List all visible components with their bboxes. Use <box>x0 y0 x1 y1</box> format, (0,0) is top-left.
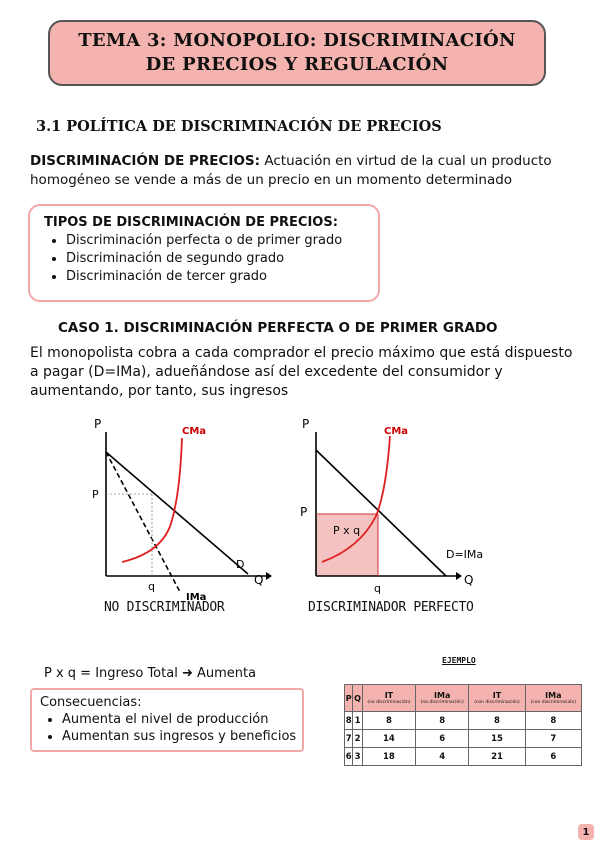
q-axis-label: Q <box>254 573 264 587</box>
definition-term: DISCRIMINACIÓN DE PRECIOS: <box>30 153 261 169</box>
definition-text: Actuación en virtud de la cual un producto homogéneo se vende a más de un precio en un momento determinado <box>30 153 552 188</box>
table-cell: 15 <box>469 730 525 748</box>
table-header <box>469 685 525 712</box>
graph-1-svg <box>86 412 276 602</box>
header-main: Q <box>354 693 361 703</box>
consecuencias-heading: Consecuencias: <box>40 695 142 710</box>
cma-label: CMa <box>384 426 409 437</box>
list-item: • Aumenta el nivel de producción <box>62 711 302 728</box>
table-cell: 4 <box>416 748 469 766</box>
header-main: P <box>345 693 352 703</box>
p-label: P <box>300 505 308 519</box>
table-header <box>416 685 469 712</box>
table-row <box>345 712 582 730</box>
d-label: D <box>236 558 245 571</box>
table-cell: 6 <box>345 748 353 766</box>
table-cell: 21 <box>469 748 525 766</box>
tipos-list <box>44 232 378 286</box>
p-axis-label: P <box>94 417 102 431</box>
page-number: 1 <box>578 824 594 840</box>
table-cell: 2 <box>353 730 362 748</box>
q-label: q <box>148 580 155 593</box>
q-axis-label: Q <box>464 573 474 587</box>
table-cell: 8 <box>469 712 525 730</box>
header-sub: (con discriminación) <box>530 700 577 705</box>
header-sub: (no discriminación) <box>420 700 464 705</box>
definition <box>30 152 570 190</box>
table-cell: 6 <box>416 730 469 748</box>
ima-label: IMa <box>186 592 207 602</box>
title-box <box>48 20 546 86</box>
list-item: • Discriminación perfecta o de primer grado <box>66 232 378 250</box>
list-item: • Aumentan sus ingresos y beneficios <box>62 728 302 745</box>
table-cell: 3 <box>353 748 362 766</box>
table-cell: 8 <box>362 712 415 730</box>
d-label: D=IMa <box>446 548 484 561</box>
consecuencias-list <box>40 711 302 745</box>
demand-line <box>106 452 248 574</box>
title-line-2: DE PRECIOS Y REGULACIÓN <box>145 54 449 75</box>
table-cell: 14 <box>362 730 415 748</box>
table-header <box>525 685 581 712</box>
graph-2-caption: DISCRIMINADOR PERFECTO <box>308 600 474 615</box>
header-main: IMa <box>545 691 562 700</box>
table-cell: 1 <box>353 712 362 730</box>
tipos-box <box>28 204 380 302</box>
consecuencias-box <box>30 688 304 752</box>
q-axis-arrow <box>266 572 272 580</box>
table-row <box>345 730 582 748</box>
header-main: IMa <box>434 691 451 700</box>
table-header <box>362 685 415 712</box>
list-item: • Discriminación de segundo grado <box>66 250 378 268</box>
cma-label: CMa <box>182 426 207 437</box>
table-cell: 8 <box>345 712 353 730</box>
table-row <box>345 748 582 766</box>
graph-discriminador-perfecto <box>296 412 486 606</box>
ima-line <box>106 452 180 592</box>
p-axis-label: P <box>302 417 310 431</box>
table-cell: 7 <box>525 730 581 748</box>
table-header <box>353 685 362 712</box>
table-header <box>345 685 353 712</box>
title-line-1: TEMA 3: MONOPOLIO: DISCRIMINACIÓN <box>78 30 516 51</box>
graph-no-discriminador <box>86 412 276 606</box>
table-cell: 6 <box>525 748 581 766</box>
table-header-row <box>345 685 582 712</box>
ejemplo-table <box>344 684 582 766</box>
header-sub: (con discriminación) <box>474 700 520 705</box>
header-main: IT <box>492 691 502 700</box>
table-cell: 8 <box>525 712 581 730</box>
table-cell: 18 <box>362 748 415 766</box>
tipos-heading: TIPOS DE DISCRIMINACIÓN DE PRECIOS: <box>44 215 338 230</box>
header-sub: (no discriminación) <box>367 700 411 705</box>
header-main: IT <box>384 691 394 700</box>
section-heading: 3.1 POLÍTICA DE DISCRIMINACIÓN DE PRECIOS <box>36 118 442 135</box>
graph-2-svg <box>296 412 486 602</box>
formula: P x q = Ingreso Total ➜ Aumenta <box>44 666 257 681</box>
area-label: P x q <box>333 524 361 537</box>
caso1-heading: CASO 1. DISCRIMINACIÓN PERFECTA O DE PRIMER GRADO <box>58 320 498 336</box>
q-axis-arrow <box>456 572 462 580</box>
p-label: P <box>92 488 99 501</box>
caso1-paragraph: El monopolista cobra a cada comprador el precio máximo que está dispuesto a pagar (D=IMa), adueñándose así del excedente del consumidor y aumentando, por tanto, sus ingresos <box>30 345 573 399</box>
graph-1-caption: NO DISCRIMINADOR <box>104 600 225 615</box>
table-cell: 7 <box>345 730 353 748</box>
table-cell: 8 <box>416 712 469 730</box>
q-label: q <box>374 582 381 595</box>
list-item: • Discriminación de tercer grado <box>66 268 378 286</box>
ejemplo-title: EJEMPLO <box>442 656 476 665</box>
